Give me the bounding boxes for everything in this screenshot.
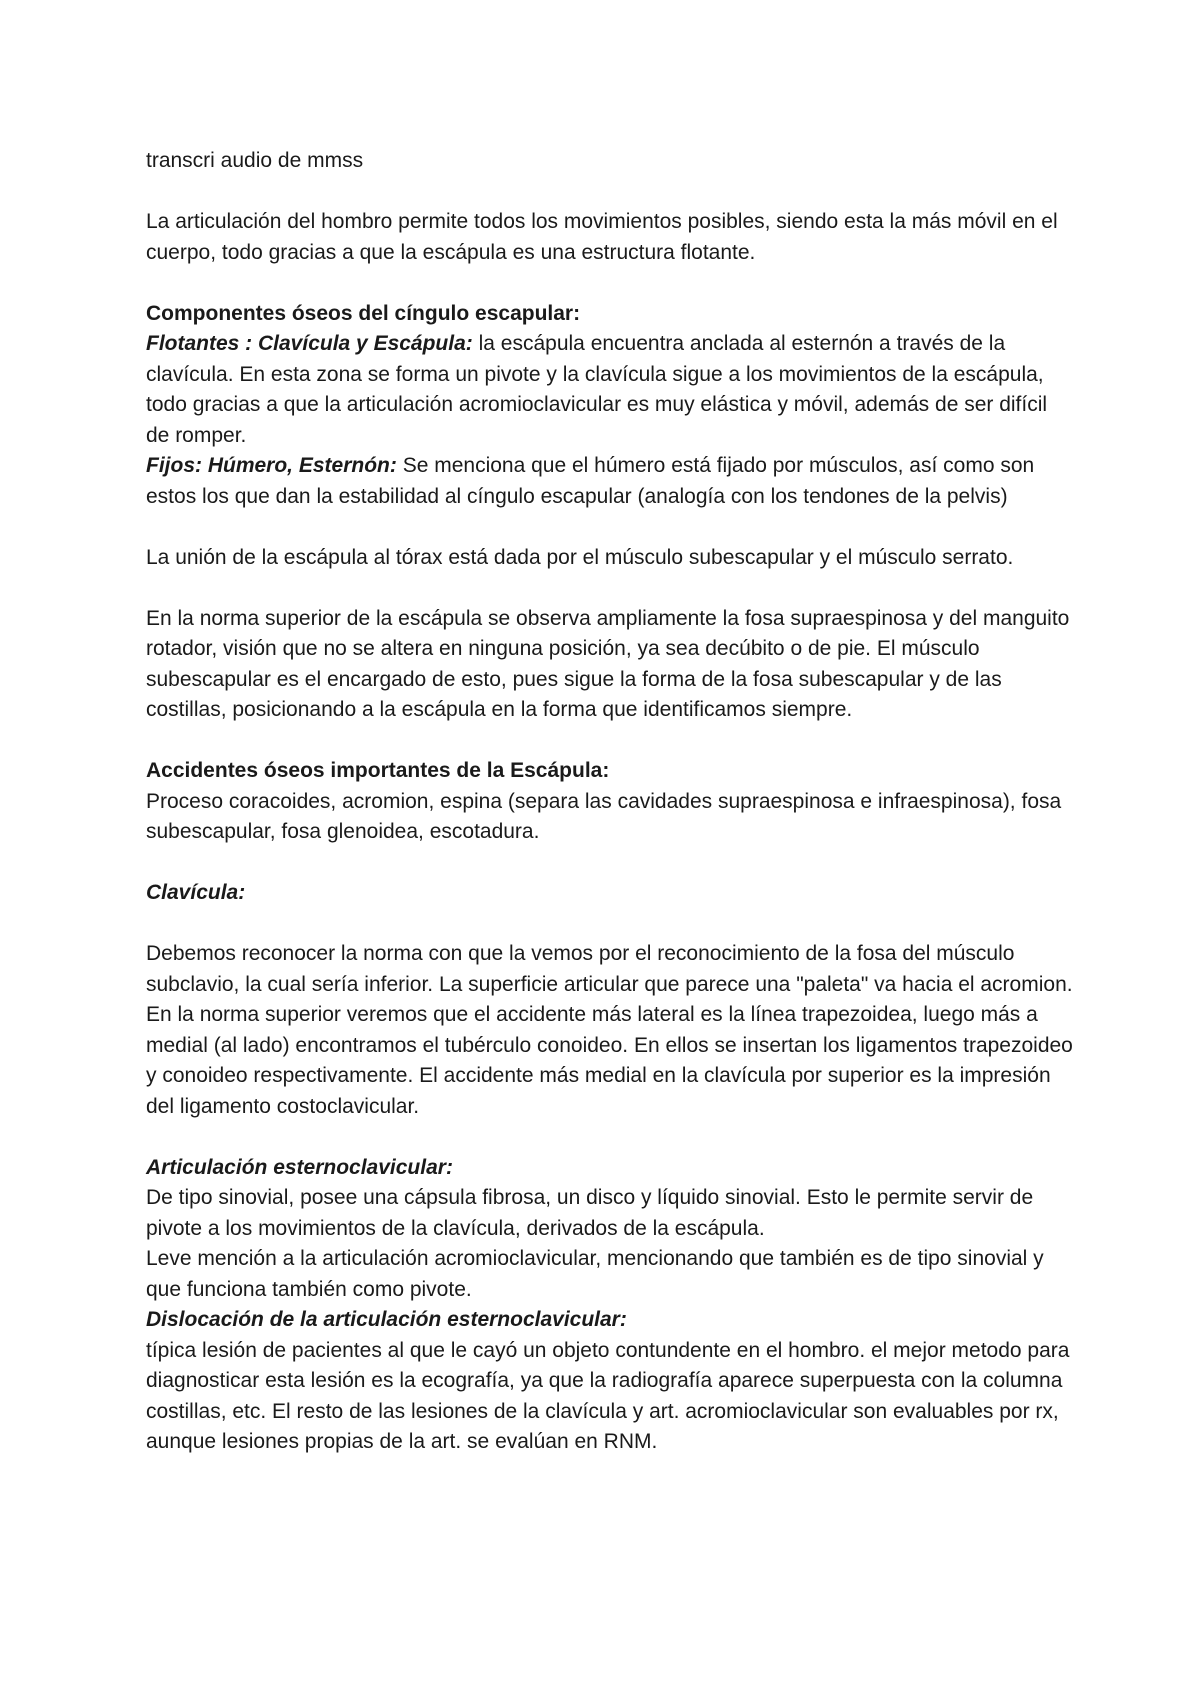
- esternoclavicular-paragraph-1: De tipo sinovial, posee una cápsula fibrosa, un disco y líquido sinovial. Esto le permite servir de pivote a los movimientos de la clavícula, derivados de la escápula.: [146, 1186, 1034, 1240]
- norma-superior-paragraph: En la norma superior de la escápula se observa ampliamente la fosa supraespinosa y del manguito rotador, visión que no se altera en ninguna posición, ya sea decúbito o de pie. El músculo subescapular es el encargado de esto, pues sigue la forma de la fosa subescapular y de las costillas, posicionando a la escápula en la forma que identificamos siempre.: [146, 606, 1070, 721]
- clavicula-heading: Clavícula:: [146, 881, 246, 904]
- esternoclavicular-heading: Articulación esternoclavicular:: [146, 1155, 453, 1179]
- fijos-paragraph: [146, 451, 1076, 512]
- union-paragraph: La unión de la escápula al tórax está dada por el músculo subescapular y el músculo serrato.: [146, 545, 1014, 569]
- spacer: [146, 909, 1076, 940]
- flotantes-paragraph: [146, 329, 1076, 451]
- componentes-heading: Componentes óseos del cíngulo escapular:: [146, 301, 581, 325]
- spacer: [146, 848, 1076, 879]
- spacer: [146, 726, 1076, 757]
- dislocacion-heading: Dislocación de la articulación esternoclavicular:: [146, 1308, 627, 1331]
- esternoclavicular-paragraph-2: Leve mención a la articulación acromioclavicular, mencionando que también es de tipo sinovial y que funciona también como pivote.: [146, 1247, 1044, 1301]
- spacer: [146, 573, 1076, 604]
- document-title: transcri audio de mmss: [146, 149, 364, 172]
- document-page: [146, 146, 1076, 1458]
- accidentes-paragraph: Proceso coracoides, acromion, espina (separa las cavidades supraespinosa e infraespinosa), fosa subescapular, fosa glenoidea, escotadura.: [146, 789, 1062, 843]
- clavicula-paragraph: Debemos reconocer la norma con que la vemos por el reconocimiento de la fosa del músculo subclavio, la cual sería inferior. La superficie articular que parece una "paleta" va hacia el acromion. En la norma superior veremos que el accidente más lateral es la línea trapezoidea, luego más a medial (al lado) encontramos el tubérculo conoideo. En ellos se insertan los ligamentos trapezoideo y conoideo respectivamente. El accidente más medial en la clavícula por superior es la impresión del ligamento costoclavicular.: [146, 942, 1073, 1118]
- flotantes-label: Flotantes : Clavícula y Escápula:: [146, 332, 473, 355]
- fijos-label: Fijos: Húmero, Esternón:: [146, 454, 397, 477]
- intro-paragraph: La articulación del hombro permite todos los movimientos posibles, siendo esta la más móvil en el cuerpo, todo gracias a que la escápula es una estructura flotante.: [146, 210, 1058, 264]
- spacer: [146, 268, 1076, 299]
- dislocacion-paragraph: típica lesión de pacientes al que le cayó un objeto contundente en el hombro. el mejor metodo para diagnosticar esta lesión es la ecografía, ya que la radiografía aparece superpuesta con la columna costillas, etc. El resto de las lesiones de la clavícula y art. acromioclavicular son evaluables por rx, aunque lesiones propias de la art. se evalúan en RNM.: [146, 1338, 1070, 1453]
- flotantes-text: la escápula encuentra anclada al esternón a través de la clavícula. En esta zona se forma un pivote y la clavícula sigue a los movimientos de la escápula, todo gracias a que la articulación acromioclavicular es muy elástica y móvil, además de ser difícil de romper.: [146, 332, 1048, 447]
- fijos-text: Se menciona que el húmero está fijado por músculos, así como son estos los que dan la estabilidad al cíngulo escapular (analogía con los tendones de la pelvis): [146, 454, 1035, 508]
- spacer: [146, 512, 1076, 543]
- spacer: [146, 177, 1076, 208]
- spacer: [146, 1122, 1076, 1153]
- accidentes-heading: Accidentes óseos importantes de la Escápula:: [146, 759, 610, 782]
